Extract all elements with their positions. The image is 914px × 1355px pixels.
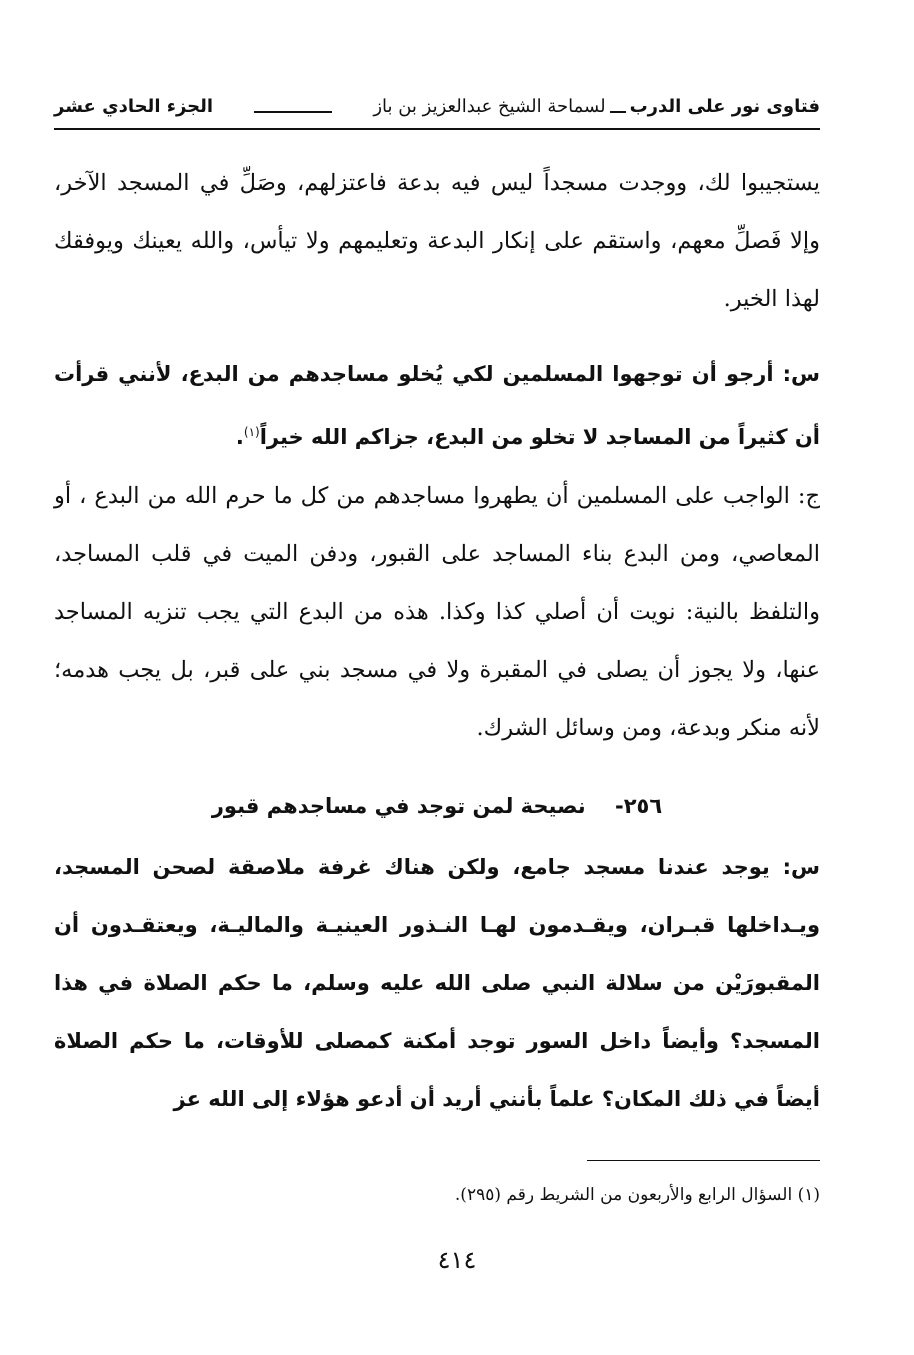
question-1	[54, 345, 820, 466]
answer-1	[54, 467, 820, 757]
header-separator	[610, 111, 626, 113]
footnote-reference: (١)	[243, 425, 260, 439]
section-title: نصيحة لمن توجد في مساجدهم قبور	[211, 794, 586, 818]
question-2-prefix: س:	[782, 855, 820, 879]
page-number: ٤١٤	[437, 1246, 477, 1274]
question-1-end: .	[235, 425, 244, 449]
running-header	[54, 86, 820, 126]
header-rule	[54, 128, 820, 130]
section-heading	[54, 781, 820, 831]
header-title-group	[373, 96, 820, 117]
question-1-prefix: س:	[782, 362, 821, 386]
footnote: (١) السؤال الرابع والأربعون من الشريط رقم (٢٩٥).	[454, 1185, 820, 1205]
answer-1-prefix: ج:	[797, 483, 820, 509]
question-2-text: يوجد عندنا مسجد جامع، ولكن هناك غرفة ملاصقة لصحن المسجد، ويـداخلها قبـران، ويقـدمون لهـا النـذور العينيـة والماليـة، ويعتقـدون أن المقبورَيْن من سلالة النبي صلى الله عليه وسلم، ما حكم الصلاة في هذا المسجد؟ وأيضاً داخل السور توجد أمكنة كمصلى للأوقات، ما حكم الصلاة أيضاً في ذلك المكان؟ علماً بأنني أريد أن أدعو هؤلاء إلى الله عز	[54, 855, 820, 1111]
header-author: لسماحة الشيخ عبدالعزيز بن باز	[373, 95, 606, 117]
footnote-rule	[587, 1160, 820, 1161]
header-separator-long	[254, 111, 332, 113]
question-1-text: أرجو أن توجهوا المسلمين لكي يُخلو مساجدهم من البدع، لأنني قرأت أن كثيراً من المساجد لا تخلو من البدع، جزاكم الله خيراً	[54, 362, 820, 449]
answer-1-text: الواجب على المسلمين أن يطهروا مساجدهم من كل ما حرم الله من البدع ، أو المعاصي، ومن البدع بناء المساجد على القبور، ودفن الميت في قلب المساجد، والتلفظ بالنية: نويت أن أصلي كذا وكذا. هذه من البدع التي يجب تنزيه المساجد عنها، ولا يجوز أن يصلى في المقبرة ولا في مسجد بني على قبر، بل يجب هدمه؛ لأنه منكر وبدعة، ومن وسائل الشرك.	[54, 483, 820, 741]
question-2	[54, 838, 820, 1128]
paragraph-continuation: يستجيبوا لك، ووجدت مسجداً ليس فيه بدعة فاعتزلهم، وصَلِّ في المسجد الآخر، وإلا فَصلِّ معهم، واستقم على إنكار البدعة وتعليمهم ولا تيأس، والله يعينك ويوفقك لهذا الخير.	[54, 170, 820, 312]
section-number: ٢٥٦-	[615, 794, 663, 818]
header-series-title: فتاوى نور على الدرب	[629, 95, 820, 117]
header-volume: الجزء الحادي عشر	[54, 95, 214, 117]
